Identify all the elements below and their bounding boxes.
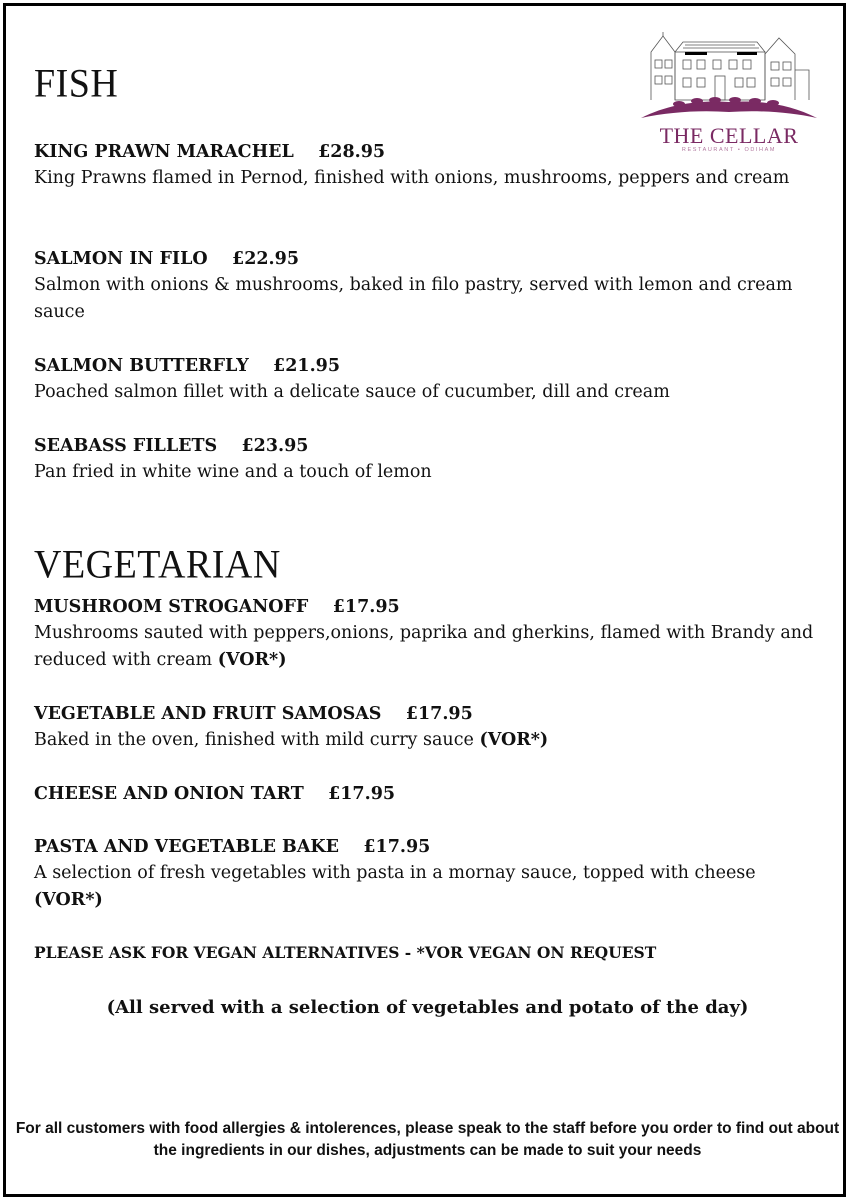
menu-item-title: PASTA AND VEGETABLE BAKE £17.95 bbox=[34, 837, 431, 857]
menu-item-description: Pan fried in white wine and a touch of lemon bbox=[34, 462, 432, 482]
vor-tag: (VOR*) bbox=[34, 890, 103, 910]
allergy-notice: For all customers with food allergies & intolerences, please speak to the staff before you order to find out about the ingredients in our dishes, adjustments can be made to suit your needs bbox=[15, 1120, 840, 1159]
menu-item-title: KING PRAWN MARACHEL £28.95 bbox=[34, 142, 386, 162]
section-heading-vegetarian: VEGETARIAN bbox=[34, 542, 281, 588]
vor-tag: (VOR*) bbox=[217, 650, 287, 670]
menu-item-title: VEGETABLE AND FRUIT SAMOSAS £17.95 bbox=[34, 704, 473, 724]
menu-item-title: MUSHROOM STROGANOFF £17.95 bbox=[34, 597, 400, 617]
menu-item-title: SEABASS FILLETS £23.95 bbox=[34, 436, 309, 456]
vegan-notice: PLEASE ASK FOR VEGAN ALTERNATIVES - *VOR VEGAN ON REQUEST bbox=[34, 943, 657, 962]
description-text: Baked in the oven, finished with mild curry sauce bbox=[34, 730, 474, 750]
vor-tag: (VOR*) bbox=[479, 730, 549, 750]
menu-item-description bbox=[34, 860, 824, 914]
building-illustration bbox=[639, 30, 819, 125]
menu-page bbox=[3, 3, 846, 1197]
menu-item bbox=[34, 353, 824, 406]
menu-item bbox=[34, 701, 824, 754]
menu-item-title: SALMON BUTTERFLY £21.95 bbox=[34, 356, 341, 376]
menu-item bbox=[34, 139, 824, 192]
menu-item-title: CHEESE AND ONION TART £17.95 bbox=[34, 784, 396, 804]
menu-item bbox=[34, 781, 824, 807]
menu-item-title: SALMON IN FILO £22.95 bbox=[34, 249, 300, 269]
logo-name: THE CELLAR bbox=[659, 123, 799, 148]
description-text: Mushrooms sauted with peppers,onions, paprika and gherkins, flamed with Brandy and reduced with cream bbox=[34, 623, 814, 670]
menu-item bbox=[34, 594, 824, 674]
menu-item bbox=[34, 246, 824, 326]
served-with-note: (All served with a selection of vegetables and potato of the day) bbox=[106, 997, 749, 1018]
description-text: A selection of fresh vegetables with pasta in a mornay sauce, topped with cheese bbox=[34, 863, 756, 883]
logo-subtitle: RESTAURANT • ODIHAM bbox=[681, 147, 777, 153]
menu-item-description bbox=[34, 727, 824, 754]
menu-item bbox=[34, 433, 824, 486]
menu-item-description: Poached salmon fillet with a delicate sauce of cucumber, dill and cream bbox=[34, 382, 670, 402]
menu-item-description bbox=[34, 620, 824, 674]
menu-item bbox=[34, 834, 824, 914]
section-heading-fish: FISH bbox=[34, 61, 119, 107]
menu-item-description: King Prawns flamed in Pernod, finished with onions, mushrooms, peppers and cream bbox=[34, 168, 790, 188]
menu-item-description: Salmon with onions & mushrooms, baked in filo pastry, served with lemon and cream sauce bbox=[34, 275, 793, 322]
